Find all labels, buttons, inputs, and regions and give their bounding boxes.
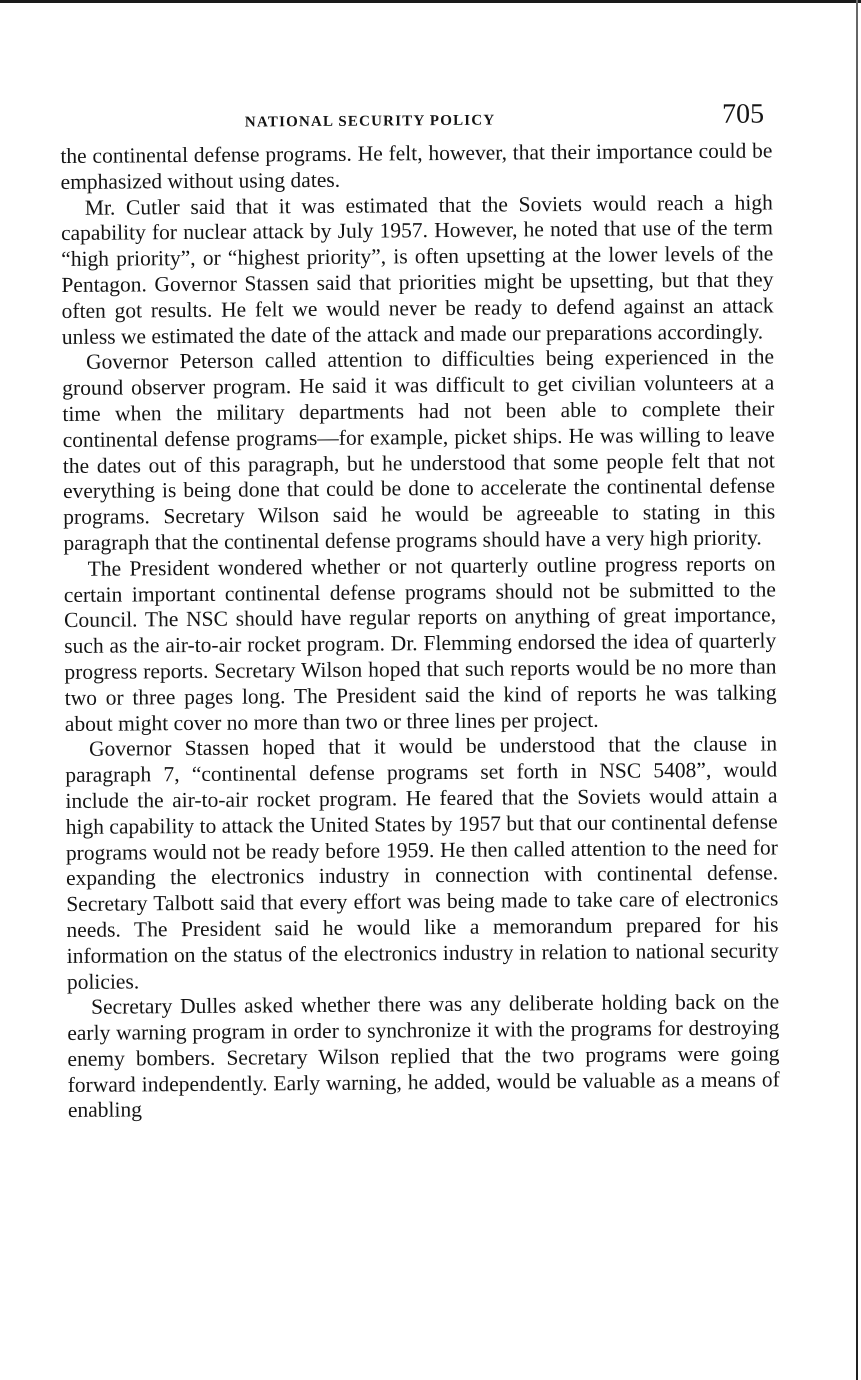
page-number: 705 bbox=[721, 98, 765, 130]
paragraph-peterson: Governor Peterson called attention to difficulties being experienced in the ground observer program. He said it was difficult to get civilian volunteers at a time when the military departments had not been able to complete their continental defense programs—for example, picket ships. He was willing to leave the dates out of this paragraph, but he understood that some people felt that not everything is being done that could be done to accelerate the continental defense programs. Secretary Wilson said he would be agreeable to stating in this paragraph that the continental defense programs should have a very high priority. bbox=[62, 344, 776, 555]
paragraph-continuation: the continental defense programs. He felt, however, that their importance could be emphasized without using dates. bbox=[60, 138, 773, 194]
running-head-title: NATIONAL SECURITY POLICY bbox=[244, 112, 496, 131]
paragraph-president: The President wondered whether or not quarterly outline progress reports on certain important continental defense programs should not be submitted to the Council. The NSC should have regular reports on anything of great importance, such as the air-to-air rocket program. Dr. Flemming endorsed the idea of quarterly progress reports. Secretary Wilson hoped that such reports would be no more than two or three pages long. The President said the kind of reports he was talking about might cover no more than two or three lines per project. bbox=[63, 551, 777, 736]
page-top-edge bbox=[0, 0, 861, 3]
paragraph-cutler: Mr. Cutler said that it was estimated that the Soviets would reach a high capability for nuclear attack by July 1957. However, he noted that use of the term “high priority”, or “highest priority”, is often upsetting at the lower levels of the Pentagon. Governor Stassen said that priorities might be upsetting, but that they often got results. He felt we would never be ready to defend against an attack unless we estimated the date of the attack and made our preparations accordingly. bbox=[60, 189, 774, 349]
document-page bbox=[60, 98, 780, 1124]
page-binding-edge bbox=[856, 0, 858, 1380]
running-head bbox=[60, 98, 772, 144]
paragraph-dulles: Secretary Dulles asked whether there was any deliberate holding back on the early warning program in order to synchronize it with the programs for destroying enemy bombers. Secretary Wilson replied that the two programs were going forward independently. Early warning, he added, would be valuable as a means of enabling bbox=[67, 989, 780, 1123]
paragraph-stassen: Governor Stassen hoped that it would be understood that the clause in paragraph 7, “continental defense programs set forth in NSC 5408”, would include the air-to-air rocket program. He feared that the Soviets would attain a high capability to attack the United States by 1957 but that our continental defense programs would not be ready before 1959. He then called attention to the need for expanding the electronics industry in connection with continental defense. Secretary Talbott said that every effort was being made to take care of electronics needs. The President said he would like a memorandum prepared for his information on the status of the electronics industry in relation to national security policies. bbox=[65, 731, 779, 994]
